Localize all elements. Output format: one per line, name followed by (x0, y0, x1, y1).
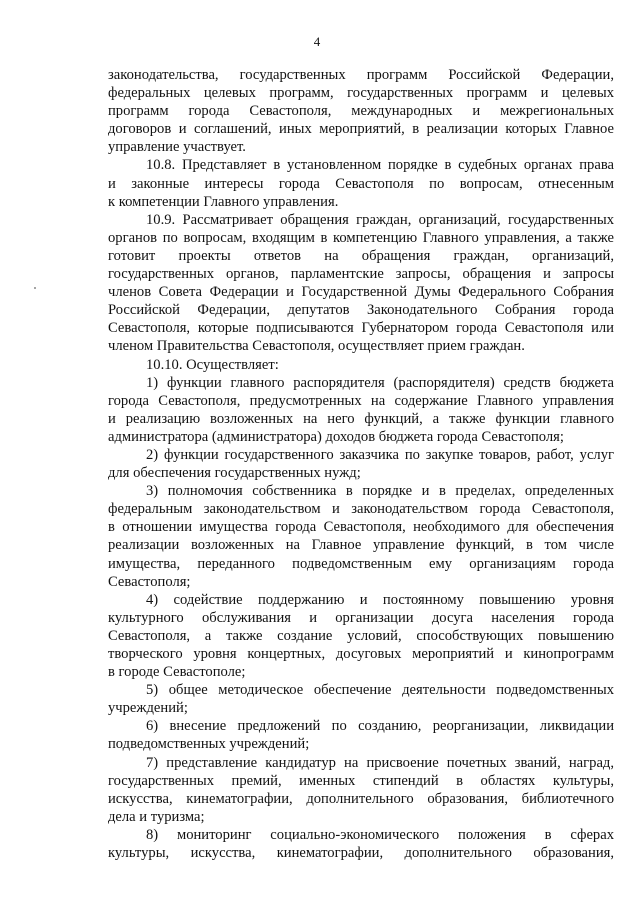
paragraph (108, 681, 614, 717)
text-line: имущества, переданного подведомственным ему организациям города (108, 555, 614, 572)
paragraph (108, 374, 614, 446)
text-line: к компетенции Главного управления. (108, 193, 339, 210)
paragraph (108, 156, 614, 210)
text-line: для обеспечения государственных нужд; (108, 465, 361, 482)
paragraph (108, 356, 614, 374)
text-line: Севастополя, а также создание условий, способствующих повышению (108, 627, 614, 644)
text-line: и законные интересы города Севастополя по вопросам, отнесенным (108, 175, 614, 192)
text-line: Севастополя; (108, 573, 191, 590)
paragraph (108, 446, 614, 482)
document-body (108, 66, 614, 862)
paragraph (108, 66, 614, 156)
text-line: 5) общее методическое обеспечение деятельности подведомственных (146, 682, 614, 699)
text-line: учреждений; (108, 700, 188, 717)
text-line: культурного обслуживания и организации досуга населения города (108, 609, 614, 626)
text-line: Российской Федерации, депутатов Законодательного Собрания города (108, 302, 614, 319)
text-line: готовит проекты ответов на обращения граждан, организаций, (108, 247, 614, 264)
text-line: органов по вопросам, входящим в компетенцию Главного управления, а также (108, 229, 614, 246)
text-line: 7) представление кандидатур на присвоение почетных званий, наград, (146, 754, 614, 771)
text-line: 10.8. Представляет в установленном порядке в судебных органах права (146, 157, 614, 174)
text-line: Севастополя, которые подписываются Губернатором города Севастополя или (108, 320, 614, 337)
text-line: 2) функции государственного заказчика по закупке товаров, работ, услуг (146, 446, 614, 463)
text-line: творческого уровня концертных, досуговых мероприятий и кинопрограмм (108, 646, 614, 662)
text-line: государственных премий, именных стипендий в областях культуры, (108, 772, 614, 789)
text-line: 1) функции главного распорядителя (распорядителя) средств бюджета (146, 374, 614, 391)
text-line: 3) полномочия собственника в порядке и в пределах, определенных (146, 483, 614, 500)
text-line: 10.10. Осуществляет: (146, 356, 279, 373)
text-line: подведомственных учреждений; (108, 736, 310, 753)
paragraph (108, 211, 614, 356)
text-line: программ города Севастополя, международных и межрегиональных (108, 103, 614, 120)
text-line: договоров и соглашений, иных мероприятий, в реализации которых Главное (108, 121, 614, 138)
text-line: дела и туризма; (108, 808, 205, 825)
text-line: государственных органов, парламентские запросы, обращения и запросы (108, 266, 614, 283)
text-line: 8) мониторинг социально-экономического положения в сферах (146, 826, 614, 843)
text-line: в отношении имущества города Севастополя, необходимого для обеспечения (108, 519, 614, 536)
text-line: и реализацию возложенных на него функций, а также функции главного (108, 410, 614, 427)
paragraph (108, 591, 614, 681)
page-number: 4 (313, 34, 321, 49)
paragraph (108, 754, 614, 826)
paragraph (108, 717, 614, 753)
text-line: членов Совета Федерации и Государственной Думы Федерального Собрания (108, 284, 614, 301)
text-line: управление участвует. (108, 139, 246, 156)
text-line: в городе Севастополе; (108, 664, 246, 681)
text-line: реализации возложенных на Главное управление функций, в том числе (108, 537, 614, 554)
text-line: 4) содействие поддержанию и постоянному повышению уровня (146, 591, 614, 608)
text-line: членом Правительства Севастополя, осуществляет прием граждан. (108, 338, 525, 355)
scan-speck (34, 287, 36, 289)
text-line: искусства, кинематографии, дополнительного образования, библиотечного (108, 790, 614, 807)
text-line: администратора (администратора) доходов бюджета города Севастополя; (108, 428, 564, 445)
text-line: культуры, искусства, кинематографии, дополнительного образования, (108, 845, 614, 862)
text-line: 10.9. Рассматривает обращения граждан, организаций, государственных (146, 211, 614, 228)
text-line: федеральным законодательством и законодательством города Севастополя, (108, 501, 614, 518)
text-line: города Севастополя, предусмотренных на содержание Главного управления (108, 392, 614, 409)
paragraph (108, 482, 614, 591)
text-line: федеральных целевых программ, государственных программ и целевых (108, 85, 614, 102)
paragraph (108, 826, 614, 862)
text-line: 6) внесение предложений по созданию, реорганизации, ликвидации (146, 718, 614, 735)
text-line: законодательства, государственных программ Российской Федерации, (108, 67, 614, 83)
